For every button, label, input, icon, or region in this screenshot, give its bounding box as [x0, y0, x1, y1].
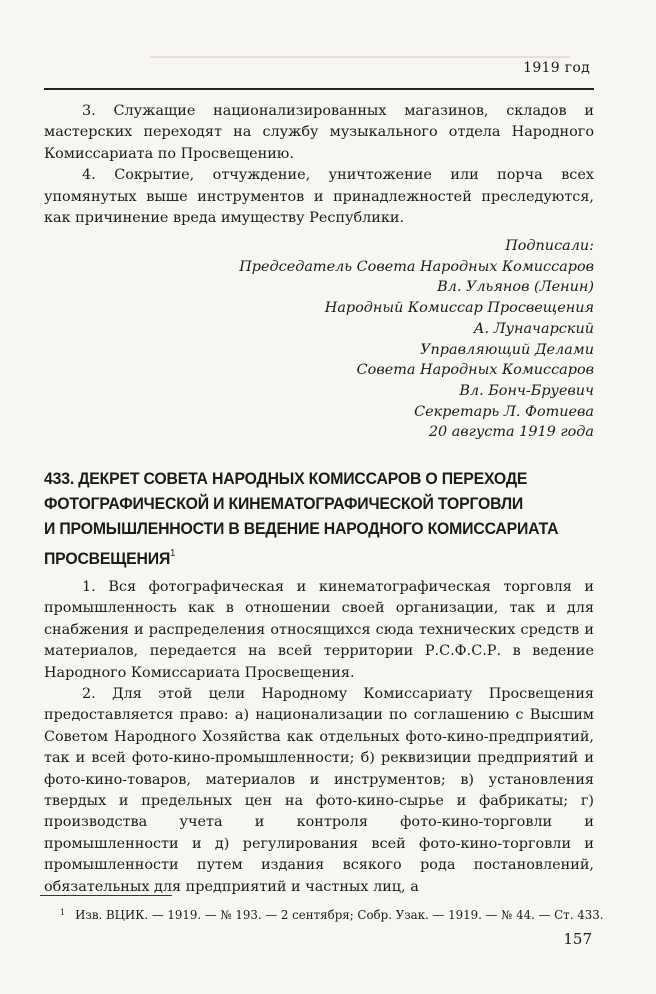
- signature-line: Председатель Совета Народных Комиссаров: [239, 258, 594, 275]
- heading-line: И ПРОМЫШЛЕННОСТИ В ВЕДЕНИЕ НАРОДНОГО КОМИССАРИАТА: [44, 519, 559, 538]
- footnote-text: Изв. ВЦИК. — 1919. — № 193. — 2 сентября; Собр. Узак. — 1919. — № 44. — Ст. 433.: [75, 908, 604, 922]
- signature-line: Совета Народных Комиссаров: [356, 362, 594, 379]
- signed-label: Подписали:: [505, 238, 594, 254]
- heading-line: ПРОСВЕЩЕНИЯ: [44, 549, 171, 568]
- signature-date: 20 августа 1919 года: [428, 424, 594, 441]
- decree-paragraph-1: 1. Вся фотографическая и кинематографическая торговля и промышленность как в отношении своей организации, так и для снабжения и распределения относящихся сюда технических средств и материалов, передается на всей территории Р.С.Ф.С.Р. в ведение Народного Комиссариата Просвещения.: [44, 579, 594, 681]
- header-rule: [44, 88, 594, 90]
- running-head: 1919 год: [523, 60, 590, 76]
- heading-line: 433. ДЕКРЕТ СОВЕТА НАРОДНЫХ КОМИССАРОВ О ПЕРЕХОДЕ: [44, 469, 528, 488]
- signature-line: Управляющий Делами: [420, 341, 594, 358]
- decree-paragraph-2: 2. Для этой цели Народному Комиссариату Просвещения предоставляется право: а) национализации по соглашению с Высшим Советом Народного Хозяйства как отдельных фото-кино-предприятий, так и всей фото-кино-промышленности; б) реквизиции предприятий и фото-кино-товаров, материалов и инструментов; в) установления твердых и предельных цен на фото-кино-сырье и фабрикаты; г) производства учета и контроля фото-кино-торговли и промышленности и д) регулирования всей фото-кино-торговли и промышленности путем издания всякого рода постановлений, обязательных для предприятий и частных лиц, а: [44, 686, 594, 895]
- bleed-through-shadow: [150, 56, 570, 58]
- signature-line: Вл. Ульянов (Ленин): [437, 279, 594, 296]
- decree-text: [44, 577, 594, 898]
- paragraph-4: 4. Сокрытие, отчуждение, уничтожение или порча всех упомянутых выше инструментов и принадлежностей преследуются, как причинение вреда имуществу Республики.: [44, 167, 594, 227]
- heading-line: ФОТОГРАФИЧЕСКОЙ И КИНЕМАТОГРАФИЧЕСКОЙ ТОРГОВЛИ: [44, 494, 524, 513]
- paragraph-3: 3. Служащие национализированных магазинов, складов и мастерских переходят на службу музыкального отдела Народного Комиссариата по Просвещению.: [44, 103, 594, 162]
- signature-block: [200, 236, 594, 443]
- footnote-reference[interactable]: 1: [170, 548, 176, 559]
- decree-heading: [44, 466, 559, 571]
- signature-line: А. Луначарский: [473, 320, 594, 337]
- footnote: [60, 905, 604, 923]
- signature-line: Секретарь Л. Фотиева: [414, 403, 594, 420]
- footnote-mark: 1: [60, 908, 66, 917]
- signature-line: Народный Комиссар Просвещения: [324, 300, 594, 317]
- signature-line: Вл. Бонч-Бруевич: [459, 382, 594, 399]
- page-number: 157: [563, 930, 592, 948]
- footnote-rule: [40, 895, 172, 896]
- previous-decree-text: [44, 101, 594, 229]
